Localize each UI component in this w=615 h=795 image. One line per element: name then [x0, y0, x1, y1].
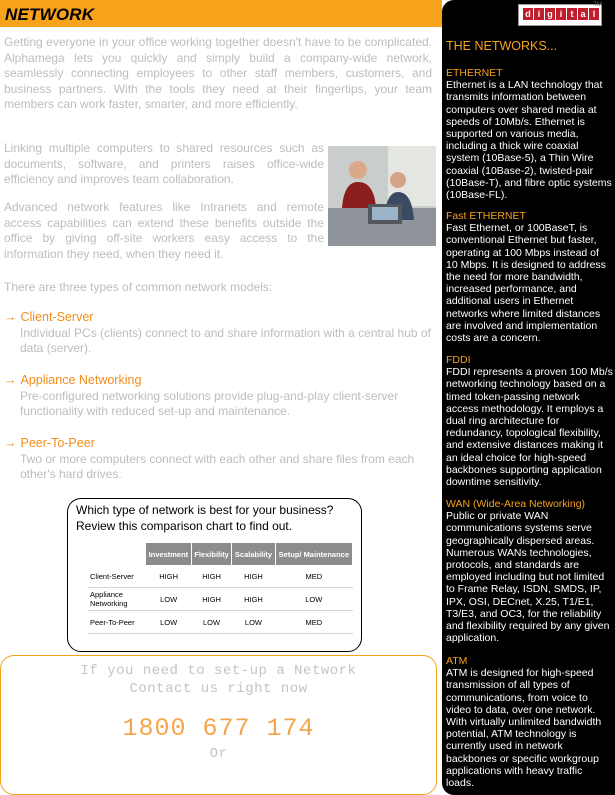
table-cell: HIGH	[191, 565, 232, 588]
contact-or: Or	[209, 746, 228, 762]
section-fddi	[446, 354, 613, 488]
section-title: ATM	[446, 655, 468, 667]
office-team-photo	[328, 146, 436, 246]
section-fast-ethernet	[446, 210, 613, 344]
digital-logo[interactable]	[518, 4, 602, 26]
table-cell: LOW	[146, 611, 191, 634]
section-ethernet	[446, 67, 613, 201]
table-corner	[88, 543, 146, 565]
section-atm	[446, 655, 613, 789]
intro-paragraph-2: Linking multiple computers to shared resources such as documents, software, and printers raises office-wide efficiency and improves team collaboration.	[4, 141, 324, 186]
arrow-right-icon: →	[4, 436, 17, 450]
table-row	[88, 565, 353, 588]
table-cell: MED	[275, 611, 352, 634]
table-cell: MED	[275, 565, 352, 588]
section-title: Fast ETHERNET	[446, 210, 526, 222]
model-appliance-networking	[4, 373, 434, 420]
row-label: Appliance Networking	[88, 588, 146, 611]
arrow-right-icon: →	[4, 310, 17, 324]
model-description: Individual PCs (clients) connect to and share information with a central hub of data (server).	[20, 325, 431, 355]
column-header: Scalability	[232, 543, 275, 565]
model-client-server	[4, 310, 434, 357]
section-body: Public or private WAN communications systems serve geographically dispersed areas. Numerous WANs technologies, protocols, and standards are employed including but not limited to Frame Relay, ISDN, SMDS, IP, IPX, OSI, DECnet, X.25, T1/E1, T3/E3, and OC3, for the reliability and flexibility required by any given application.	[446, 510, 610, 645]
intro-paragraph-4: There are three types of common network models:	[4, 280, 273, 294]
page-header	[0, 0, 442, 27]
row-label: Peer-To-Peer	[88, 611, 146, 634]
column-header: Setup/ Maintenance	[275, 543, 352, 565]
table-header-row	[88, 543, 353, 565]
arrow-right-icon: →	[4, 373, 17, 387]
model-description: Two or more computers connect with each other and share files from each other's hard drives.	[20, 451, 415, 481]
table-row	[88, 611, 353, 634]
table-cell: HIGH	[191, 588, 232, 611]
model-description: Pre-configured networking solutions provide plug-and-play client-server functionality with reduced set-up and maintenance.	[20, 388, 399, 418]
model-title: Client-Server	[20, 310, 94, 324]
table-cell: HIGH	[232, 588, 275, 611]
column-header: Flexibility	[191, 543, 232, 565]
contact-line-2: Contact us right now	[129, 681, 308, 697]
intro-paragraph-1: Getting everyone in your office working together doesn't have to be complicated. Alphamega lets you quickly and simply build a company-wide network, seamlessly connecting employees to other staff members, customers, and business partners. With the tools they need at their fingertips, your team members can work faster, smarter, and more efficiently.	[4, 35, 432, 111]
section-title: WAN (Wide-Area Networking)	[446, 498, 586, 510]
contact-line-1: If you need to set-up a Network	[80, 663, 357, 679]
intro-paragraph-3: Advanced network features like Intranets and remote access capabilities can extend these benefits outside the office by giving off-site workers easy access to the information they need, when they need it.	[4, 200, 324, 261]
column-header: Investment	[146, 543, 191, 565]
comparison-chart	[67, 498, 362, 652]
section-wan	[446, 498, 613, 644]
sidebar-networks	[442, 0, 615, 795]
row-label: Client-Server	[88, 565, 146, 588]
sidebar-heading: THE NETWORKS...	[446, 39, 558, 53]
table-cell: LOW	[232, 611, 275, 634]
logo-lettering: d i g i t a l	[523, 8, 600, 20]
section-body: Fast Ethernet, or 100BaseT, is conventional Ethernet but faster, operating at 100 Mbps instead of 10 Mbps. It is designed to address the need for more bandwidth, increased performance, and additional users in Ethernet networks where limited distances are involved and implementation costs are a concern.	[446, 222, 606, 345]
contact-box	[0, 655, 437, 795]
table-cell: LOW	[275, 588, 352, 611]
logo-trademark: TM	[593, 2, 602, 8]
section-title: FDDI	[446, 354, 471, 366]
section-title: ETHERNET	[446, 67, 503, 79]
model-peer-to-peer	[4, 436, 434, 483]
section-body: ATM is designed for high-speed transmission of all types of communications, from voice to video to data, over one network. With virtually unlimited bandwidth potential, ATM technology is currently used in network backbones or specific workgroup applications with heavy traffic loads.	[446, 667, 602, 790]
photo-illustration	[328, 146, 436, 246]
comparison-prompt: Which type of network is best for your business? Review this comparison chart to find out.	[76, 503, 334, 533]
table-cell: HIGH	[146, 565, 191, 588]
comparison-table	[88, 543, 353, 634]
page-title: NETWORK	[5, 5, 95, 24]
table-row	[88, 588, 353, 611]
model-title: Peer-To-Peer	[20, 436, 95, 450]
section-body: Ethernet is a LAN technology that transmits information between computers over shared media at speeds of 10Mb/s. Ethernet is supported on various media, including a thick wire coaxial system (10Base-5), a Thin Wire coaxial (10Base-2), twisted-pair (10Base-T), and fibre optic systems (10Base-FL).	[446, 79, 612, 202]
table-cell: HIGH	[232, 565, 275, 588]
model-title: Appliance Networking	[20, 373, 142, 387]
table-cell: LOW	[146, 588, 191, 611]
phone-number-link[interactable]: 1800 677 174	[122, 714, 315, 743]
table-cell: LOW	[191, 611, 232, 634]
section-body: FDDI represents a proven 100 Mb/s networking technology based on a timed token-passing network access methodology. It employs a dual ring architecture for redundancy, topological flexibility, and extensive distances making it an ideal choice for high-speed backbones supporting application downtime sensitivity.	[446, 366, 613, 489]
